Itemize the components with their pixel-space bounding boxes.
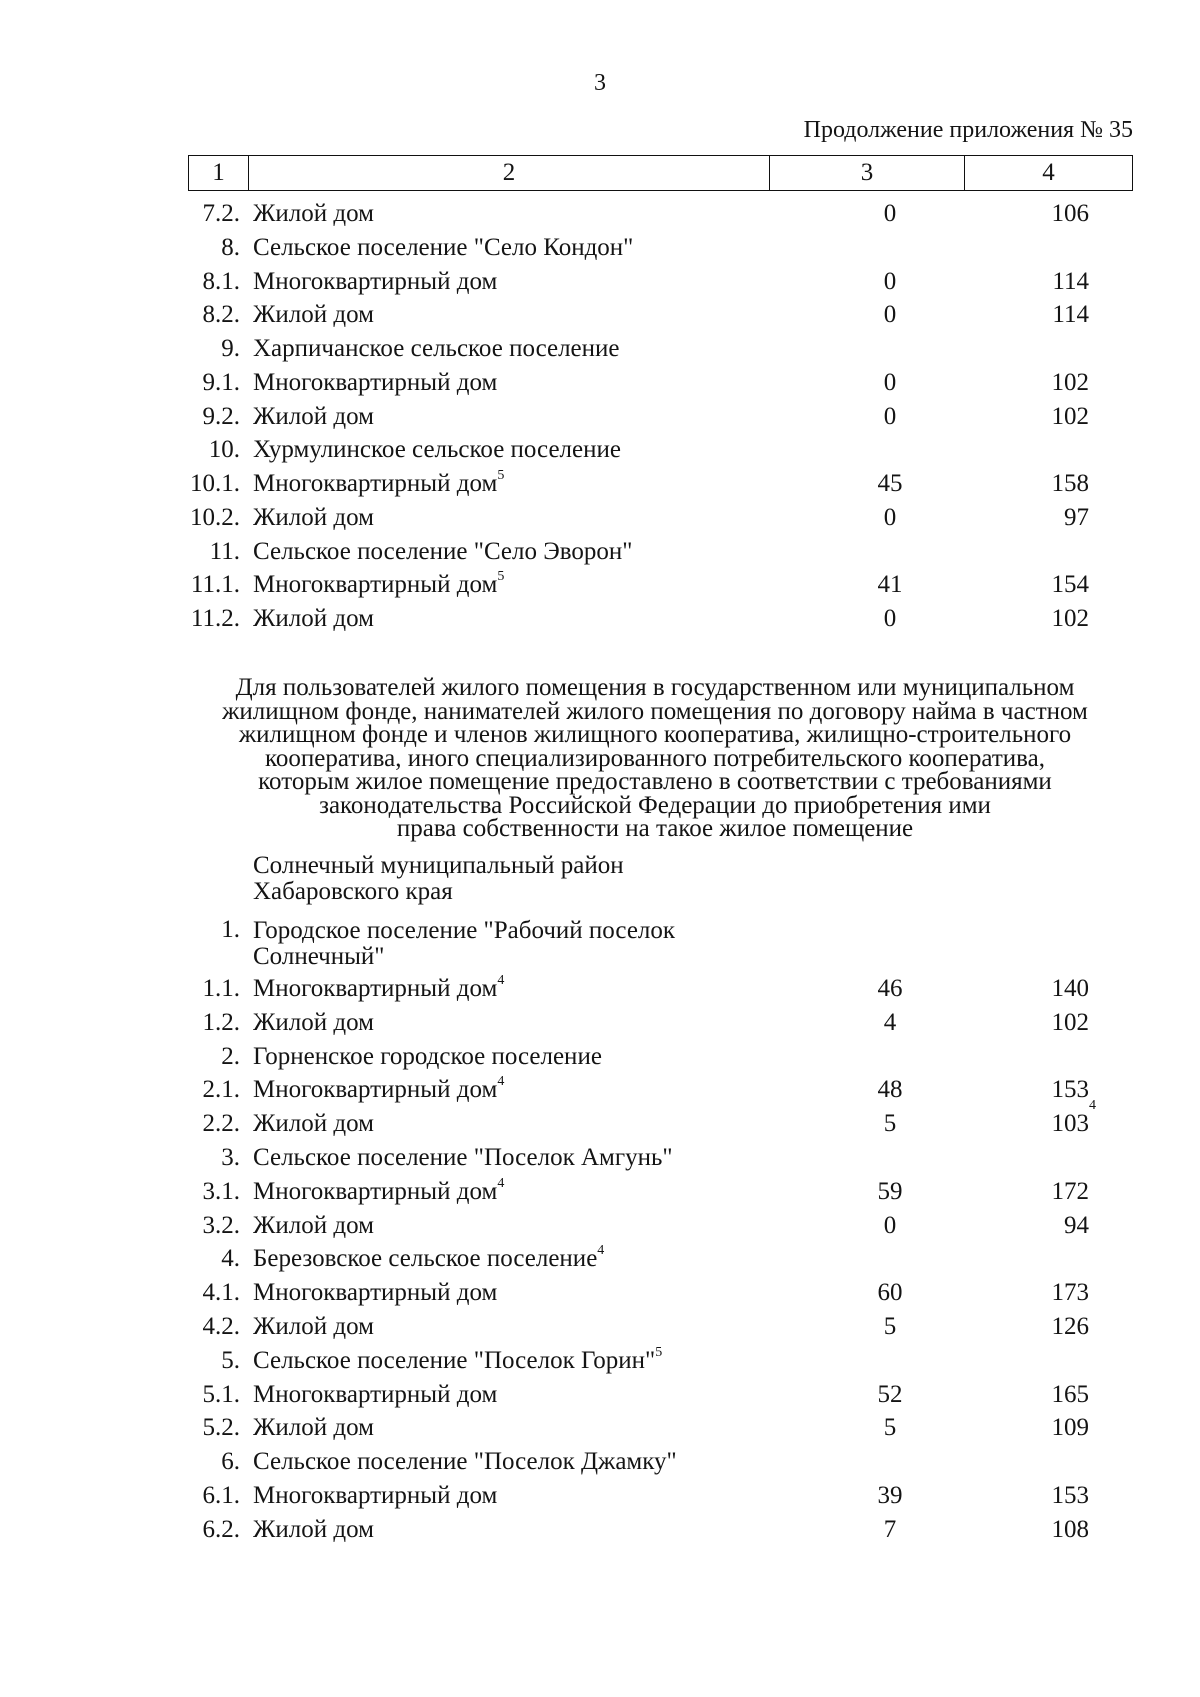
row-number: 7.2. <box>202 200 240 227</box>
value-col-3: 52 <box>877 1380 903 1408</box>
page-number: 3 <box>594 70 606 96</box>
value-col-4-cell <box>1052 196 1090 232</box>
row-name: Городское поселение "Рабочий поселок <box>253 917 676 944</box>
row-name: Хурмулинское сельское поселение <box>253 436 621 464</box>
value-col-4-cell <box>1052 1005 1090 1041</box>
value-col-4: 165 <box>1051 1380 1089 1408</box>
value-col-3: 0 <box>883 402 897 430</box>
row-number: 1. <box>221 916 240 943</box>
table-row <box>0 196 1200 232</box>
table-row <box>0 1410 1200 1446</box>
row-number: 8.2. <box>202 301 240 329</box>
table-row <box>0 1072 1200 1108</box>
value-col-4-cell <box>1052 1377 1090 1413</box>
value-col-3: 4 <box>883 1008 897 1036</box>
row-number: 2.2. <box>202 1110 240 1138</box>
district-line: Хабаровского края <box>253 878 453 905</box>
row-number: 5.1. <box>202 1380 240 1408</box>
value-col-3: 0 <box>883 267 897 295</box>
header-col-3: 3 <box>770 156 965 190</box>
value-col-4: 153 <box>1051 1076 1089 1104</box>
row-name-cell <box>253 1478 497 1514</box>
row-name-cell <box>253 365 497 401</box>
row-name: Березовское сельское поселение <box>253 1245 598 1273</box>
row-number: 9.1. <box>202 368 240 396</box>
table-row <box>0 1309 1200 1345</box>
row-name: Жилой дом <box>253 1211 374 1239</box>
value-col-4-cell <box>1064 1208 1089 1244</box>
table-row <box>0 297 1200 333</box>
row-name-cell <box>253 399 374 435</box>
value-col-3: 5 <box>883 1313 897 1340</box>
row-number: 10.1. <box>190 470 240 497</box>
table-row <box>0 1377 1200 1413</box>
value-col-4: 102 <box>1051 368 1089 396</box>
value-col-3: 0 <box>883 1211 897 1239</box>
row-name-cell <box>253 500 374 536</box>
row-name-cell <box>253 1444 677 1480</box>
row-name-cell <box>253 1241 604 1277</box>
row-name-cell <box>253 534 632 570</box>
row-number: 2. <box>221 1042 240 1070</box>
value-col-4-cell <box>1052 466 1090 502</box>
footnote-mark: 4 <box>497 973 505 988</box>
row-number: 1.1. <box>202 975 240 1002</box>
row-name-cell <box>253 297 374 333</box>
value-col-4-cell <box>1052 1174 1090 1210</box>
value-col-4-cell <box>1052 297 1089 333</box>
row-name-cell <box>253 331 620 367</box>
table-row <box>0 1098 1200 1142</box>
row-number: 10. <box>208 436 240 464</box>
row-name-cell <box>253 1410 374 1446</box>
continuation-label: Продолжение приложения № 35 <box>803 117 1133 143</box>
value-col-4: 154 <box>1051 571 1089 599</box>
table-row <box>0 1005 1200 1041</box>
footnote-mark: 5 <box>497 569 505 585</box>
row-name-cell <box>253 230 633 266</box>
value-col-4: 106 <box>1051 200 1089 227</box>
row-number: 6. <box>221 1448 240 1476</box>
row-number: 11.1. <box>190 571 240 599</box>
district-heading <box>0 853 1200 909</box>
value-col-4-cell <box>1052 365 1090 401</box>
row-name: Сельское поселение "Поселок Амгунь" <box>253 1144 673 1171</box>
row-name: Сельское поселение "Село Эворон" <box>253 537 633 565</box>
row-number: 4. <box>221 1245 240 1273</box>
table-row <box>0 1478 1200 1514</box>
row-name: Многоквартирный дом <box>253 267 498 295</box>
row-name-cell <box>253 264 497 300</box>
value-col-3: 5 <box>883 1110 897 1138</box>
value-col-4: 102 <box>1051 605 1089 632</box>
row-number: 4.2. <box>202 1313 240 1340</box>
row-name: Многоквартирный дом <box>253 470 498 497</box>
table-row <box>0 1039 1200 1075</box>
table-row <box>0 1208 1200 1244</box>
row-name: Жилой дом <box>253 402 374 430</box>
value-col-4: 114 <box>1052 301 1089 329</box>
row-name-cell <box>253 1275 497 1311</box>
table-row <box>0 1343 1200 1379</box>
row-name-cell <box>253 432 621 468</box>
table-row <box>0 1174 1200 1210</box>
table-row <box>0 432 1200 468</box>
row-number: 2.1. <box>202 1076 240 1104</box>
row-name: Многоквартирный дом <box>253 1279 498 1307</box>
value-col-4-cell <box>1052 1410 1090 1446</box>
row-name: Жилой дом <box>253 1414 374 1442</box>
value-col-4-cell: 103 4 <box>1051 1098 1096 1138</box>
row-number: 8. <box>221 233 240 261</box>
row-name-cell <box>253 601 374 637</box>
paragraph-line: законодательства Российской Федерации до приобретения ими <box>319 791 991 819</box>
row-name: Солнечный" <box>253 943 385 970</box>
row-name: Многоквартирный дом <box>253 571 498 599</box>
row-name-cell <box>253 1174 504 1210</box>
table-header <box>188 155 1133 191</box>
value-col-4: 153 <box>1051 1482 1089 1509</box>
row-number: 9. <box>221 335 240 362</box>
table-row <box>0 1512 1200 1548</box>
footnote-mark: 5 <box>655 1344 663 1360</box>
row-number: 3.2. <box>202 1211 240 1239</box>
value-col-4-cell <box>1052 1478 1090 1514</box>
row-number: 4.1. <box>202 1279 240 1307</box>
table-row <box>0 1241 1200 1277</box>
table-row <box>0 1140 1200 1176</box>
value-col-4: 158 <box>1051 470 1089 497</box>
value-col-4-cell <box>1052 1512 1090 1548</box>
row-name: Жилой дом <box>253 1515 374 1543</box>
table-row <box>0 971 1200 1007</box>
row-number: 8.1. <box>202 267 240 295</box>
table-row <box>0 601 1200 637</box>
row-number: 11. <box>209 537 240 565</box>
row-name: Жилой дом <box>253 301 374 329</box>
table-row <box>0 264 1200 300</box>
row-name-cell <box>253 567 504 603</box>
row-number: 6.2. <box>202 1515 240 1543</box>
value-col-4-cell <box>1064 500 1089 536</box>
value-col-4: 108 <box>1051 1515 1089 1543</box>
row-name: Жилой дом <box>253 1110 374 1138</box>
value-col-4-cell <box>1052 1072 1090 1108</box>
row-name-cell <box>253 1072 504 1108</box>
row-number: 3. <box>221 1144 240 1171</box>
row-name: Многоквартирный дом <box>253 1076 498 1104</box>
header-col-4: 4 <box>1042 159 1055 186</box>
row-name: Многоквартирный дом <box>253 1177 498 1205</box>
value-col-4-cell <box>1052 264 1089 300</box>
paragraph-line: которым жилое помещение предоставлено в соответствии с требованиями <box>258 768 1052 795</box>
row-name-cell <box>253 1140 673 1176</box>
table-row <box>0 534 1200 570</box>
paragraph-line: кооператива, иного специализированного потребительского кооператива, <box>265 744 1045 772</box>
table-row <box>0 1444 1200 1480</box>
table-row <box>0 913 1200 969</box>
value-col-3: 48 <box>877 1076 903 1104</box>
row-name: Многоквартирный дом <box>253 975 498 1002</box>
row-number: 9.2. <box>202 402 240 430</box>
paragraph-line: жилищном фонде и членов жилищного кооператива, жилищно-строительного <box>238 721 1072 748</box>
table-row <box>0 1275 1200 1311</box>
value-col-4-cell <box>1052 1309 1090 1345</box>
value-col-4: 103 <box>1051 1110 1089 1138</box>
value-col-4-cell <box>1052 971 1090 1007</box>
row-name: Жилой дом <box>253 503 374 531</box>
row-name: Жилой дом <box>253 1313 374 1340</box>
value-col-4: 109 <box>1051 1414 1089 1442</box>
value-col-4: 172 <box>1051 1177 1089 1205</box>
row-number: 3.1. <box>202 1177 240 1205</box>
row-name-cell <box>253 196 374 232</box>
value-col-4-cell <box>1052 399 1090 435</box>
value-col-3: 7 <box>883 1515 897 1543</box>
row-name-cell <box>253 1377 497 1413</box>
row-name-cell <box>253 971 504 1007</box>
header-col-1: 1 <box>189 156 249 190</box>
district-line: Солнечный муниципальный район <box>253 852 624 879</box>
row-name: Жилой дом <box>253 1008 374 1036</box>
footnote-mark: 5 <box>497 468 505 483</box>
table-row <box>0 466 1200 502</box>
value-col-3: 60 <box>877 1279 903 1307</box>
value-col-3: 46 <box>877 975 903 1002</box>
value-col-4-cell <box>1052 1275 1090 1311</box>
row-number: 5. <box>221 1346 240 1374</box>
row-name-cell <box>253 1106 374 1142</box>
table-row <box>0 331 1200 367</box>
table-row <box>0 500 1200 536</box>
paragraph-line: права собственности на такое жилое помещение <box>396 815 914 842</box>
row-name: Горненское городское поселение <box>253 1042 602 1070</box>
paragraph-line: Для пользователей жилого помещения в государственном или муниципальном <box>235 674 1075 701</box>
row-name: Сельское поселение "Поселок Джамку" <box>253 1448 677 1476</box>
row-name: Многоквартирный дом <box>253 1380 498 1408</box>
row-name-cell <box>253 1309 374 1345</box>
row-name: Жилой дом <box>253 605 374 632</box>
value-col-4: 173 <box>1051 1279 1089 1307</box>
row-name: Сельское поселение "Село Кондон" <box>253 233 634 261</box>
row-name-cell <box>253 1005 374 1041</box>
row-number: 11.2. <box>190 605 240 632</box>
value-col-3: 41 <box>877 571 903 599</box>
row-name-cell <box>253 1512 374 1548</box>
row-name: Харпичанское сельское поселение <box>253 335 620 362</box>
table-row <box>0 230 1200 266</box>
row-name-cell <box>253 1208 374 1244</box>
value-col-4: 126 <box>1051 1313 1089 1340</box>
value-col-4: 140 <box>1051 975 1089 1002</box>
value-col-4: 114 <box>1052 267 1089 295</box>
value-col-4: 102 <box>1051 1008 1089 1036</box>
value-col-3: 59 <box>877 1177 903 1205</box>
value-col-3: 0 <box>883 200 897 227</box>
row-number: 1.2. <box>202 1008 240 1036</box>
row-number: 5.2. <box>202 1414 240 1442</box>
row-name: Жилой дом <box>253 200 374 227</box>
row-name-cell <box>253 1039 602 1075</box>
table-row <box>0 567 1200 603</box>
paragraph-line: жилищном фонде, нанимателей жилого помещения по договору найма в частном <box>222 697 1088 725</box>
row-number: 6.1. <box>202 1482 240 1509</box>
value-col-4: 97 <box>1064 503 1089 531</box>
value-col-4-cell <box>1052 567 1090 603</box>
value-col-3: 0 <box>883 503 897 531</box>
footnote-mark: 4 <box>597 1243 605 1259</box>
value-col-3: 0 <box>883 605 897 632</box>
row-name-cell <box>253 1343 662 1379</box>
row-name-cell <box>253 466 504 502</box>
section-paragraph <box>170 676 1140 841</box>
row-name: Сельское поселение "Поселок Горин" <box>253 1346 656 1374</box>
row-name: Многоквартирный дом <box>253 1482 498 1509</box>
row-number: 10.2. <box>190 503 240 531</box>
value-col-4: 102 <box>1051 402 1089 430</box>
value-col-3: 0 <box>883 301 897 329</box>
footnote-mark: 4 <box>497 1074 505 1090</box>
value-col-3: 39 <box>877 1482 903 1509</box>
value-col-3: 5 <box>883 1414 897 1442</box>
value-col-3: 45 <box>877 470 903 497</box>
value-col-4: 94 <box>1064 1211 1089 1239</box>
value-col-3: 0 <box>883 368 897 396</box>
header-col-2: 2 <box>249 156 770 190</box>
row-name: Многоквартирный дом <box>253 368 498 396</box>
table-row <box>0 365 1200 401</box>
value-col-4-cell <box>1052 601 1090 637</box>
footnote-mark: 4 <box>497 1175 505 1191</box>
table-row <box>0 399 1200 435</box>
